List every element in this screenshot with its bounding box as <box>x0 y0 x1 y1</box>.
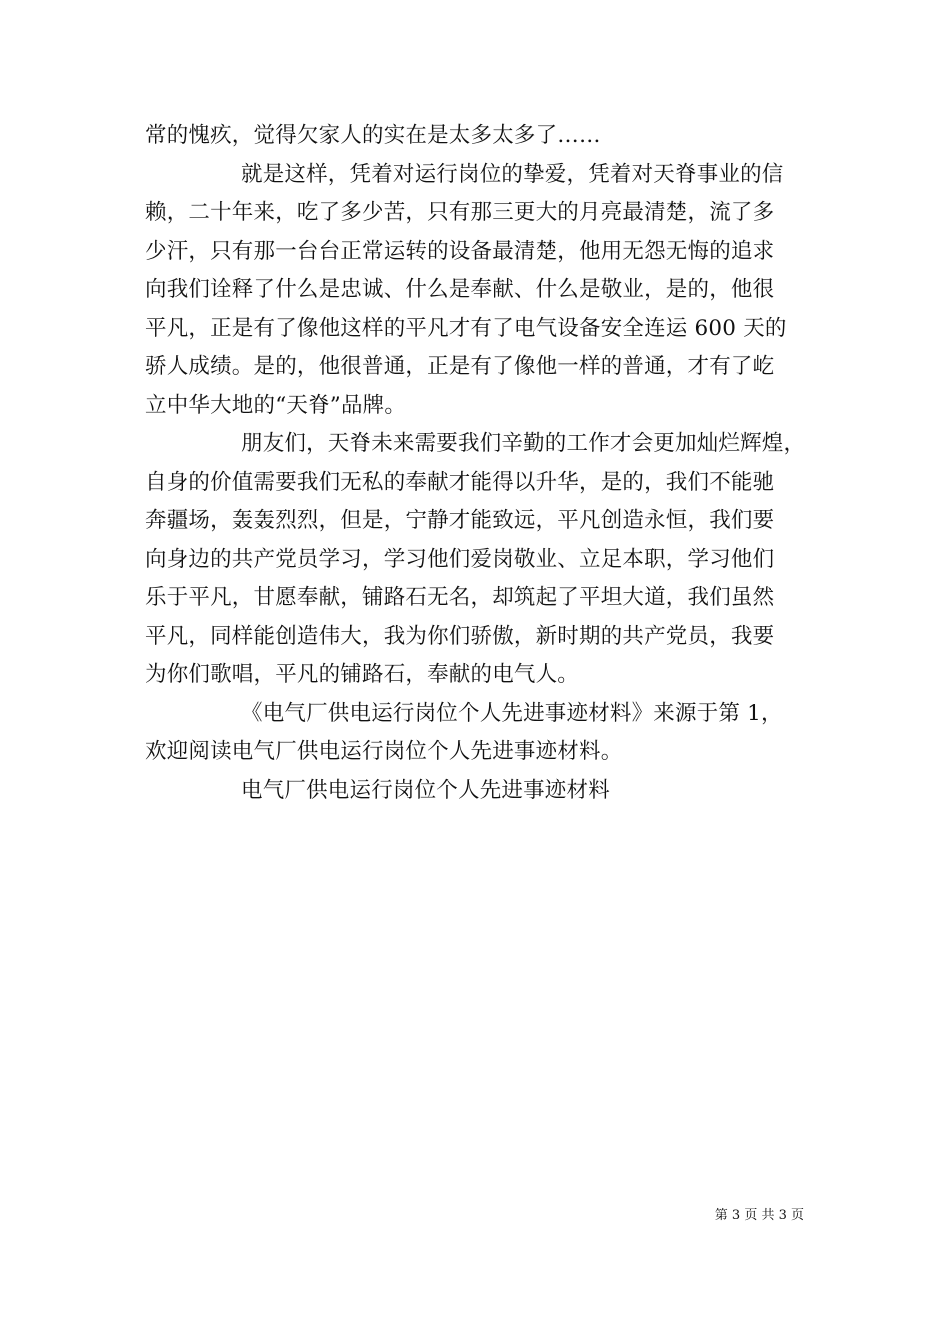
text-line: 赖，二十年来，吃了多少苦，只有那三更大的月亮最清楚，流了多 <box>145 200 775 225</box>
text-line: 电气厂供电运行岗位个人先进事迹材料 <box>241 777 610 803</box>
text-line: 平凡，同样能创造伟大，我为你们骄傲，新时期的共产党员，我要 <box>145 623 775 649</box>
text-line: 就是这样，凭着对运行岗位的挚爱，凭着对天脊事业的信 <box>241 161 784 187</box>
text-line: 为你们歌唱，平凡的铺路石，奉献的电气人。 <box>145 662 580 687</box>
text-line: 少汗，只有那一台台正常运转的设备最清楚，他用无怨无悔的追求 <box>145 238 775 264</box>
page-number-footer: 第 3 页 共 3 页 <box>714 1208 804 1223</box>
text-line: 奔疆场，轰轰烈烈，但是，宁静才能致远，平凡创造永恒，我们要 <box>145 508 775 533</box>
text-line: 乐于平凡，甘愿奉献，铺路石无名，却筑起了平坦大道，我们虽然 <box>145 585 775 610</box>
text-line: 平凡，正是有了像他这样的平凡才有了电气设备安全连运 600 天的 <box>145 315 787 341</box>
text-line: 向身边的共产党员学习，学习他们爱岗敬业、立足本职，学习他们 <box>145 546 775 572</box>
document-body <box>145 117 815 810</box>
text-line: 欢迎阅读电气厂供电运行岗位个人先进事迹材料。 <box>145 739 623 764</box>
text-line: 常的愧疚，觉得欠家人的实在是太多太多了…… <box>145 123 601 148</box>
text-line: 骄人成绩。是的，他很普通，正是有了像他一样的普通，才有了屹 <box>145 354 775 379</box>
text-line: 立中华大地的“天脊”品牌。 <box>145 392 407 418</box>
text-line: 《电气厂供电运行岗位个人先进事迹材料》来源于第 1， <box>241 700 783 726</box>
text-line: 朋友们，天脊未来需要我们辛勤的工作才会更加灿烂辉煌， <box>241 431 806 456</box>
text-line: 向我们诠释了什么是忠诚、什么是奉献、什么是敬业，是的，他很 <box>145 277 775 302</box>
text-line: 自身的价值需要我们无私的奉献才能得以升华，是的，我们不能驰 <box>145 469 775 495</box>
